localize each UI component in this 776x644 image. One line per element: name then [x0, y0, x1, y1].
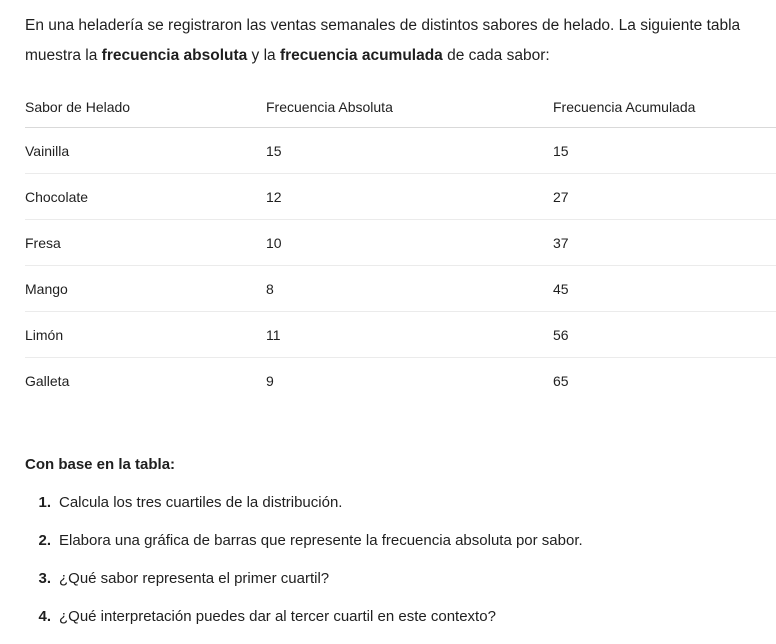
cell-cumulative: 27: [553, 174, 776, 220]
cell-absolute: 15: [266, 128, 553, 174]
intro-text-1: En una heladería se registraron las ventas semanales de distintos sabores de helado. La siguiente tabla muestra la: [25, 17, 741, 64]
cell-cumulative: 15: [553, 128, 776, 174]
list-item: [25, 565, 583, 603]
table-row: [25, 266, 776, 312]
cell-flavor: Vainilla: [25, 128, 266, 174]
list-item: [25, 489, 583, 527]
frequency-table: [25, 87, 776, 403]
cell-flavor: Galleta: [25, 372, 70, 389]
intro-text-3: de cada sabor:: [442, 47, 550, 64]
cell-cumulative: 56: [553, 312, 776, 358]
cell-cumulative: 37: [553, 220, 776, 266]
intro-text-2: y la: [247, 47, 280, 64]
intro-bold-cumulative: frecuencia acumulada: [279, 47, 443, 64]
cell-cumulative: 45: [553, 266, 776, 312]
cell-absolute: 11: [266, 312, 553, 358]
cell-absolute: 8: [266, 266, 553, 312]
item-number: 3.: [38, 570, 51, 587]
item-text: Calcula los tres cuartiles de la distribución.: [59, 494, 343, 511]
cell-absolute: 12: [266, 174, 553, 220]
intro-bold-absolute: frecuencia absoluta: [101, 47, 248, 64]
table-header-row: [25, 87, 776, 128]
table-row: [25, 220, 776, 266]
item-number: 1.: [38, 494, 51, 511]
table-row: [25, 358, 776, 404]
table-row: [25, 174, 776, 220]
intro-paragraph: [25, 11, 770, 71]
item-number: 2.: [38, 532, 51, 549]
header-absolute-frequency: Frecuencia Absoluta: [266, 87, 553, 128]
list-item: [25, 603, 583, 641]
item-text: ¿Qué interpretación puedes dar al tercer cuartil en este contexto?: [59, 608, 496, 625]
item-text: ¿Qué sabor representa el primer cuartil?: [59, 570, 330, 587]
question-list: [25, 489, 583, 641]
cell-flavor: Mango: [25, 266, 266, 312]
list-item: [25, 527, 583, 565]
header-cumulative-frequency: Frecuencia Acumulada: [553, 87, 776, 128]
cell-flavor: Limón: [25, 312, 266, 358]
table-row: [25, 312, 776, 358]
section-title: Con base en la tabla:: [25, 456, 176, 473]
cell-cumulative: 65: [553, 372, 569, 389]
item-text: Elabora una gráfica de barras que represente la frecuencia absoluta por sabor.: [59, 532, 583, 549]
header-flavor: Sabor de Helado: [25, 87, 266, 128]
item-number: 4.: [38, 608, 51, 625]
cell-absolute: 10: [266, 220, 553, 266]
cell-flavor: Fresa: [25, 220, 266, 266]
table-row: [25, 128, 776, 174]
cell-absolute: 9: [266, 372, 274, 389]
cell-flavor: Chocolate: [25, 174, 266, 220]
